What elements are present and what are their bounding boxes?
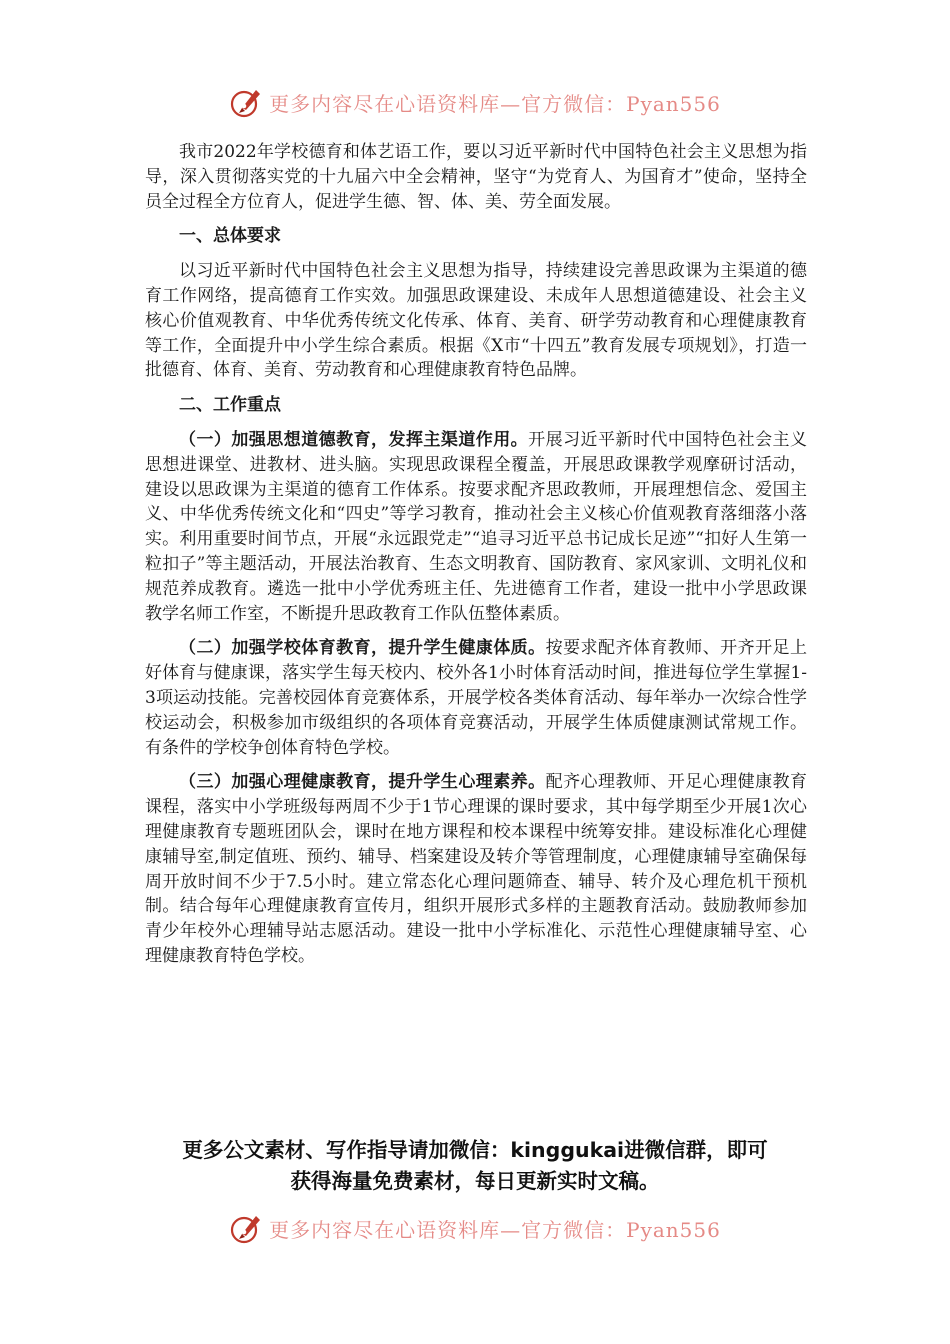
pen-nib-logo-icon <box>229 85 263 119</box>
intro-paragraph: 我市2022年学校德育和体艺语工作，要以习近平新时代中国特色社会主义思想为指导，深入贯彻落实党的十九届六中全会精神，坚守“为党育人、为国育才”使命，坚持全员全过程全方位育人，促进学生德、智、体、美、劳全面发展。 <box>145 142 807 212</box>
footer-banner <box>0 1208 950 1248</box>
footer-banner-text: 更多内容尽在心语资料库—官方微信：Pyan556 <box>269 1217 721 1242</box>
section-1-paragraph: 以习近平新时代中国特色社会主义思想为指导，持续建设完善思政课为主渠道的德育工作网络，提高德育工作实效。加强思政课建设、未成年人思想道德建设、社会主义核心价值观教育、中华优秀传统文化传承、体育、美育、研学劳动教育和心理健康教育等工作，全面提升中小学生综合素质。根据《X市“十四五”教育发展专项规划》，打造一批德育、体育、美育、劳动教育和心理健康教育特色品牌。 <box>145 261 807 381</box>
section-2-heading: 二、工作重点 <box>179 395 281 416</box>
work-item-2 <box>145 636 807 760</box>
section-1-heading: 一、总体要求 <box>179 226 281 247</box>
work-item-3-body: 配齐心理教师、开足心理健康教育课程，落实中小学班级每两周不少于1节心理课的课时要求，其中每学期至少开展1次心理健康教育专题班团队会，课时在地方课程和校本课程中统筹安排。建设标准化心理健康辅导室,制定值班、预约、辅导、档案建设及转介等管理制度，心理健康辅导室确保每周开放时间不少于7.5小时。建立常态化心理问题筛查、辅导、转介及心理危机干预机制。结合每年心理健康教育宣传月，组织开展形式多样的主题教育活动。鼓励教师参加青少年校外心理辅导站志愿活动。建设一批中小学标准化、示范性心理健康辅导室、心理健康教育特色学校。 <box>145 772 808 966</box>
footer-note-line-1: 更多公文素材、写作指导请加微信：kinggukai进微信群，即可 <box>182 1138 768 1162</box>
pen-nib-logo-icon <box>229 1211 263 1245</box>
work-item-2-body: 按要求配齐体育教师、开齐开足上好体育与健康课，落实学生每天校内、校外各1小时体育活动时间，推进每位学生掌握1-3项运动技能。完善校园体育竞赛体系，开展学校各类体育活动、每年举办一次综合性学校运动会，积极参加市级组织的各项体育竞赛活动，开展学生体质健康测试常规工作。有条件的学校争创体育特色学校。 <box>145 638 808 758</box>
header-banner <box>0 82 950 122</box>
footer-note-line-2: 获得海量免费素材，每日更新实时文稿。 <box>290 1169 660 1193</box>
work-item-1-body: 开展习近平新时代中国特色社会主义思想进课堂、进教材、进头脑。实现思政课程全覆盖，开展思政课教学观摩研讨活动，建设以思政课为主渠道的德育工作体系。按要求配齐思政教师，开展理想信念、爱国主义、中华优秀传统文化和“四史”等学习教育，推动社会主义核心价值观教育落细落小落实。利用重要时间节点，开展“永远跟党走”“追寻习近平总书记成长足迹”“扣好人生第一粒扣子”等主题活动，开展法治教育、生态文明教育、国防教育、家风家训、文明礼仪和规范养成教育。遴选一批中小学优秀班主任、先进德育工作者，建设一批中小学思政课教学名师工作室，不断提升思政教育工作队伍整体素质。 <box>145 429 808 624</box>
work-item-1-title: （一）加强思想道德教育，发挥主渠道作用。 <box>179 429 529 450</box>
header-banner-text: 更多内容尽在心语资料库—官方微信：Pyan556 <box>269 91 721 116</box>
work-item-1 <box>145 428 807 626</box>
document-body <box>145 140 807 969</box>
work-item-3 <box>145 770 807 968</box>
footer-note <box>100 1135 850 1197</box>
work-item-2-title: （二）加强学校体育教育，提升学生健康体质。 <box>179 638 546 659</box>
work-item-3-title: （三）加强心理健康教育，提升学生心理素养。 <box>179 772 546 793</box>
